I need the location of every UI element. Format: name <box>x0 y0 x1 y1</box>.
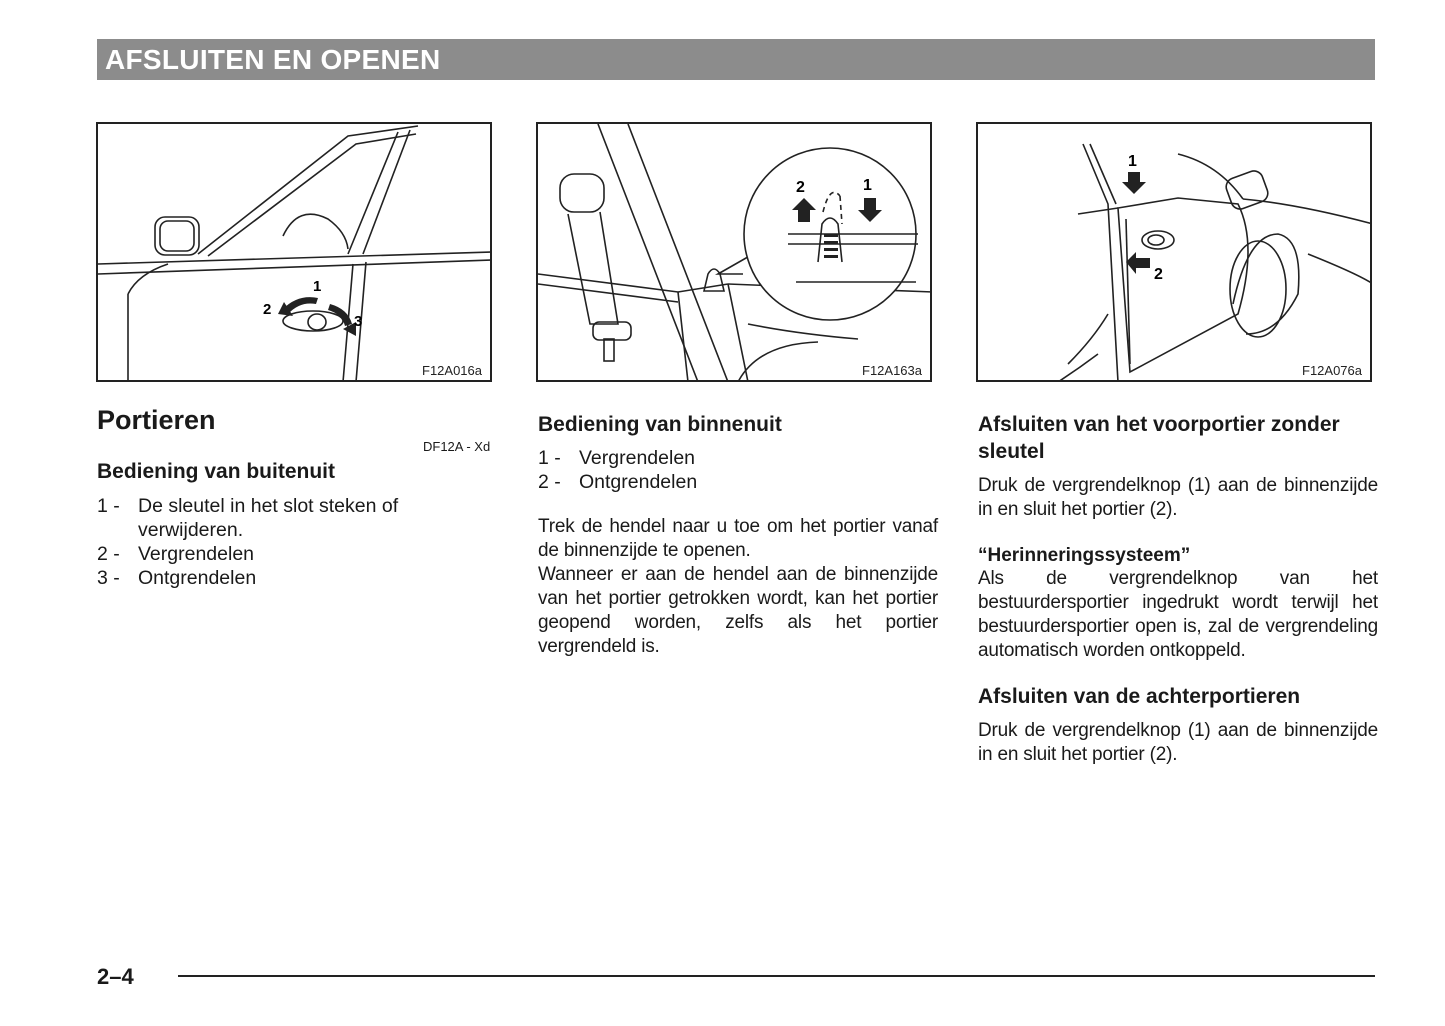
reminder-title: “Herinneringssysteem” <box>978 545 1191 566</box>
callout-3: 3 <box>354 313 363 330</box>
subheading-front-door: Afsluiten van het voorportier zonder sleutel <box>978 413 1340 463</box>
inside-steps-list <box>538 446 938 494</box>
list-item: 3 - Ontgrendelen <box>97 567 257 589</box>
callout-1: 1 <box>313 278 322 295</box>
list-item: 2 - Ontgrendelen <box>538 471 698 493</box>
list-item: 1 - Vergrendelen <box>538 447 696 469</box>
subheading-rear-doors: Afsluiten van de achterportieren <box>978 685 1301 708</box>
front-door-illustration <box>978 124 1372 382</box>
inside-paragraph-1: Trek de hendel naar u toe om het portier vanaf de binnenzijde te openen. <box>538 516 938 561</box>
inside-knob-illustration <box>538 124 932 382</box>
callout-2: 2 <box>263 301 272 318</box>
document-code: DF12A - Xd <box>423 439 491 454</box>
front-door-paragraph: Druk de vergrendelknop (1) aan de binnenzijde in en sluit het portier (2). <box>978 475 1378 520</box>
reminder-paragraph: Als de vergrendelknop van het bestuurdersportier ingedrukt wordt terwijl het bestuurdersportier open is, zal de vergrendeling automatisch worden ontkoppeld. <box>978 568 1378 661</box>
callout-1: 1 <box>863 177 872 194</box>
outside-handle-illustration <box>98 124 492 382</box>
figure-front-door <box>976 122 1372 382</box>
page-number: 2–4 <box>97 964 134 989</box>
figure-inside-knob <box>536 122 932 382</box>
column-outside <box>97 405 497 590</box>
figure-outside-handle <box>96 122 492 382</box>
heading-portieren: Portieren <box>97 405 216 435</box>
inside-paragraph-2: Wanneer er aan de hendel aan de binnenzijde van het portier getrokken wordt, kan het portier geopend worden, zelfs als het portier vergrendeld is. <box>538 564 938 657</box>
list-item: 2 - Vergrendelen <box>97 543 255 565</box>
callout-2: 2 <box>1154 266 1163 283</box>
subheading-inside: Bediening van binnenuit <box>538 413 782 436</box>
list-item: 1 - De sleutel in het slot steken of verwijderen. <box>97 495 399 541</box>
callout-1: 1 <box>1128 153 1137 170</box>
column-front-door <box>978 411 1378 767</box>
rear-doors-paragraph: Druk de vergrendelknop (1) aan de binnenzijde in en sluit het portier (2). <box>978 720 1378 765</box>
figure-code: F12A163a <box>862 363 922 378</box>
section-header-bar <box>97 39 1375 80</box>
callout-2: 2 <box>796 179 805 196</box>
section-title: AFSLUITEN EN OPENEN <box>105 44 441 75</box>
column-inside <box>538 411 938 659</box>
figure-code: F12A076a <box>1302 363 1362 378</box>
figure-code: F12A016a <box>422 363 482 378</box>
subheading-outside: Bediening van buitenuit <box>97 460 336 483</box>
outside-steps-list <box>97 494 497 590</box>
footer-rule <box>178 975 1375 977</box>
